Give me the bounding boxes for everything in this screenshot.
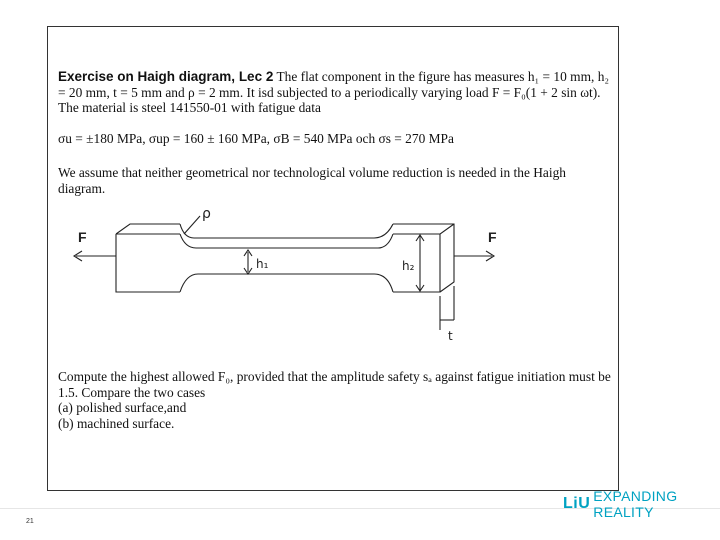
task-text: Compute the highest allowed F₀, provided that the amplitude safety sₐ against fatigue initiation must be 1.5. Compare the two cases (58, 369, 611, 400)
intro-text: The flat component in the figure has measures h₁ = 10 mm, h₂ = 20 mm, t = 5 mm and ρ = 2 mm. It isd subjected to a periodically varying load F = F₀(1 + 2 sin ωt). The material is steel 141550-01 with fatigue data (58, 69, 610, 115)
page-number: 21 (26, 518, 34, 525)
task-paragraph (58, 369, 613, 431)
force-left-label: F (78, 229, 87, 245)
t-label: t (448, 329, 453, 343)
exercise-title: Exercise on Haigh diagram, Lec 2 (58, 69, 274, 84)
h2-label: h₂ (402, 259, 415, 273)
component-figure (68, 204, 508, 364)
fatigue-data: σu = ±180 MPa, σup = 160 ± 160 MPa, σB = 540 MPa och σs = 270 MPa (58, 131, 454, 146)
assumption-text: We assume that neither geometrical nor technological volume reduction is needed in the Haigh diagram. (58, 165, 566, 196)
rho-label: ρ (202, 206, 211, 222)
force-right-label: F (488, 229, 497, 245)
exercise-frame (47, 26, 619, 491)
logo-mark: LiU (563, 495, 591, 512)
case-b: (b) machined surface. (58, 415, 175, 431)
logo-text: EXPANDING REALITY (593, 488, 678, 520)
case-a: (a) polished surface,and (58, 400, 187, 415)
h1-label: h₁ (256, 257, 269, 271)
intro-paragraph (58, 69, 613, 116)
liu-logo (563, 488, 720, 520)
